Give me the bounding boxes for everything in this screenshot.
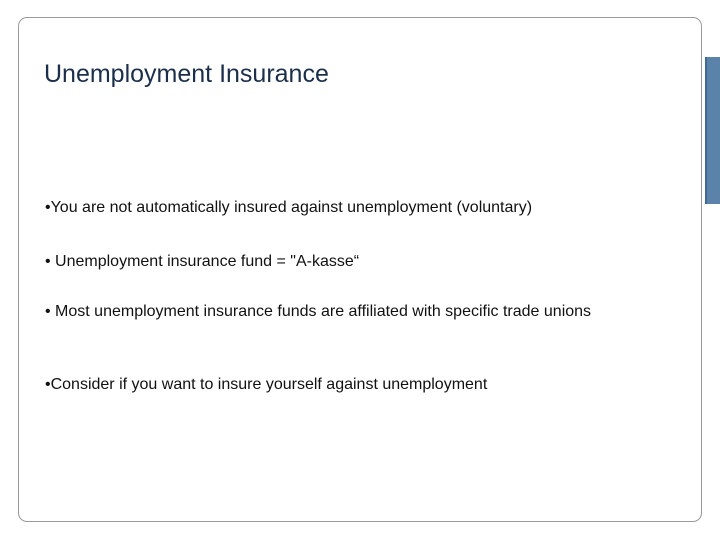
bullet-item: • Most unemployment insurance funds are affiliated with specific trade unions <box>45 303 592 320</box>
slide-title: Unemployment Insurance <box>44 60 329 88</box>
bullet-item: • Unemployment insurance fund = "A-kasse“ <box>45 253 360 270</box>
bullet-item: •You are not automatically insured against unemployment (voluntary) <box>45 199 533 216</box>
bullet-item: •Consider if you want to insure yourself against unemployment <box>45 376 488 393</box>
side-accent-tab <box>705 57 720 204</box>
